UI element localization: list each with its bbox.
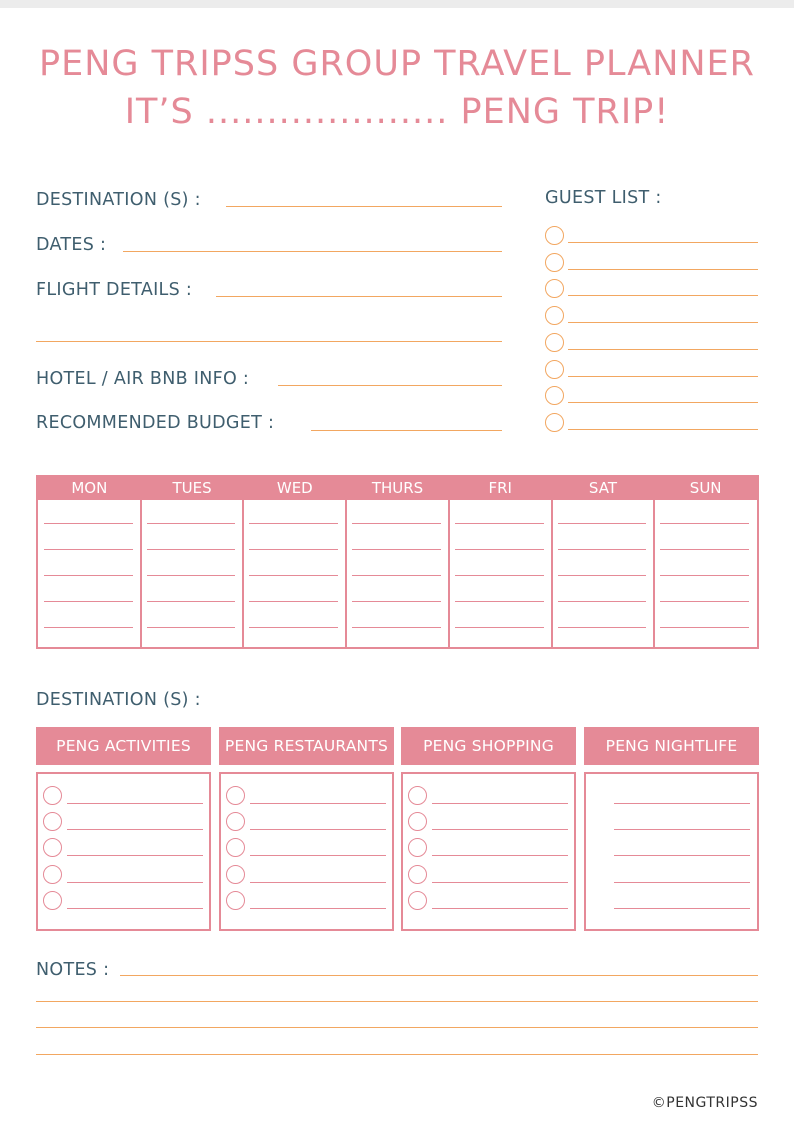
day-entry-line[interactable] bbox=[455, 575, 544, 576]
day-entry-line[interactable] bbox=[249, 523, 338, 524]
day-entry-line[interactable] bbox=[44, 549, 133, 550]
guest-name-line[interactable] bbox=[568, 242, 758, 243]
day-entry-line[interactable] bbox=[352, 601, 441, 602]
day-entry-line[interactable] bbox=[352, 575, 441, 576]
dates-label: DATES : bbox=[36, 235, 107, 255]
day-column-divider bbox=[551, 500, 553, 647]
day-entry-line[interactable] bbox=[249, 549, 338, 550]
day-entry-line[interactable] bbox=[352, 523, 441, 524]
item-line[interactable] bbox=[432, 882, 568, 883]
guest-name-line[interactable] bbox=[568, 376, 758, 377]
day-column-divider bbox=[345, 500, 347, 647]
day-entry-line[interactable] bbox=[147, 575, 236, 576]
nightlife-line[interactable] bbox=[614, 829, 750, 830]
day-entry-line[interactable] bbox=[455, 523, 544, 524]
day-column-divider bbox=[242, 500, 244, 647]
hotel-info-label: HOTEL / AIR BNB INFO : bbox=[36, 369, 250, 389]
day-column-divider bbox=[448, 500, 450, 647]
guest-name-line[interactable] bbox=[568, 269, 758, 270]
day-entry-line[interactable] bbox=[558, 549, 647, 550]
item-checkbox[interactable] bbox=[226, 891, 245, 910]
copyright: ©PENGTRIPSS bbox=[651, 1095, 758, 1111]
guest-name-line[interactable] bbox=[568, 349, 758, 350]
day-column-divider bbox=[653, 500, 655, 647]
day-mon: MON bbox=[71, 479, 108, 497]
guest-checkbox[interactable] bbox=[545, 253, 564, 272]
day-entry-line[interactable] bbox=[660, 523, 749, 524]
item-line[interactable] bbox=[67, 855, 203, 856]
notes-line[interactable] bbox=[36, 1054, 758, 1055]
day-entry-line[interactable] bbox=[147, 549, 236, 550]
item-line[interactable] bbox=[250, 908, 386, 909]
page-subtitle: IT’S .................... PENG TRIP! bbox=[124, 92, 670, 132]
guest-checkbox[interactable] bbox=[545, 226, 564, 245]
item-checkbox[interactable] bbox=[226, 865, 245, 884]
day-entry-line[interactable] bbox=[249, 627, 338, 628]
guest-checkbox[interactable] bbox=[545, 360, 564, 379]
nightlife-line[interactable] bbox=[614, 908, 750, 909]
notes-label: NOTES : bbox=[36, 960, 110, 980]
day-entry-line[interactable] bbox=[455, 601, 544, 602]
item-line[interactable] bbox=[67, 829, 203, 830]
day-entry-line[interactable] bbox=[455, 627, 544, 628]
item-checkbox[interactable] bbox=[226, 786, 245, 805]
restaurants-header: PENG RESTAURANTS bbox=[219, 727, 394, 765]
page-title: PENG TRIPSS GROUP TRAVEL PLANNER bbox=[39, 44, 755, 84]
notes-line[interactable] bbox=[36, 1027, 758, 1028]
flight-details-line[interactable] bbox=[216, 296, 502, 297]
day-entry-line[interactable] bbox=[660, 601, 749, 602]
day-column-divider bbox=[140, 500, 142, 647]
planner-page bbox=[0, 8, 794, 1129]
day-entry-line[interactable] bbox=[558, 601, 647, 602]
item-line[interactable] bbox=[432, 855, 568, 856]
item-checkbox[interactable] bbox=[43, 891, 62, 910]
day-sun: SUN bbox=[689, 479, 722, 497]
item-checkbox[interactable] bbox=[43, 865, 62, 884]
day-entry-line[interactable] bbox=[44, 627, 133, 628]
notes-line[interactable] bbox=[36, 1001, 758, 1002]
shopping-header: PENG SHOPPING bbox=[401, 727, 576, 765]
day-tues: TUES bbox=[172, 479, 212, 497]
item-line[interactable] bbox=[432, 803, 568, 804]
day-entry-line[interactable] bbox=[249, 575, 338, 576]
day-entry-line[interactable] bbox=[558, 627, 647, 628]
item-checkbox[interactable] bbox=[408, 865, 427, 884]
day-sat: SAT bbox=[588, 479, 617, 497]
nightlife-line[interactable] bbox=[614, 855, 750, 856]
day-thurs: THURS bbox=[371, 479, 424, 497]
budget-line[interactable] bbox=[311, 430, 502, 431]
guest-name-line[interactable] bbox=[568, 322, 758, 323]
notes-line[interactable] bbox=[120, 975, 758, 976]
weekly-schedule bbox=[36, 475, 759, 649]
nightlife-header: PENG NIGHTLIFE bbox=[584, 727, 759, 765]
guest-checkbox[interactable] bbox=[545, 306, 564, 325]
guest-name-line[interactable] bbox=[568, 429, 758, 430]
day-entry-line[interactable] bbox=[455, 549, 544, 550]
day-entry-line[interactable] bbox=[44, 601, 133, 602]
budget-label: RECOMMENDED BUDGET : bbox=[36, 413, 275, 433]
day-entry-line[interactable] bbox=[660, 627, 749, 628]
item-checkbox[interactable] bbox=[43, 786, 62, 805]
item-line[interactable] bbox=[250, 829, 386, 830]
hotel-info-line[interactable] bbox=[278, 385, 502, 386]
guest-checkbox[interactable] bbox=[545, 333, 564, 352]
day-entry-line[interactable] bbox=[660, 575, 749, 576]
item-checkbox[interactable] bbox=[408, 891, 427, 910]
nightlife-line[interactable] bbox=[614, 882, 750, 883]
item-line[interactable] bbox=[67, 908, 203, 909]
destination-label: DESTINATION (S) : bbox=[36, 190, 201, 210]
item-line[interactable] bbox=[432, 908, 568, 909]
day-entry-line[interactable] bbox=[147, 601, 236, 602]
guest-name-line[interactable] bbox=[568, 402, 758, 403]
day-entry-line[interactable] bbox=[147, 523, 236, 524]
dates-line[interactable] bbox=[123, 251, 502, 252]
guest-checkbox[interactable] bbox=[545, 279, 564, 298]
nightlife-line[interactable] bbox=[614, 803, 750, 804]
item-line[interactable] bbox=[250, 855, 386, 856]
activities-header: PENG ACTIVITIES bbox=[36, 727, 211, 765]
day-entry-line[interactable] bbox=[44, 575, 133, 576]
day-entry-line[interactable] bbox=[558, 575, 647, 576]
item-line[interactable] bbox=[250, 882, 386, 883]
flight-details-label: FLIGHT DETAILS : bbox=[36, 280, 193, 300]
destination-line[interactable] bbox=[226, 206, 502, 207]
weekday-header bbox=[38, 477, 757, 500]
flight-details-line-2[interactable] bbox=[36, 341, 502, 342]
guest-checkbox[interactable] bbox=[545, 386, 564, 405]
item-line[interactable] bbox=[432, 829, 568, 830]
day-fri: FRI bbox=[488, 479, 512, 497]
guest-name-line[interactable] bbox=[568, 295, 758, 296]
item-checkbox[interactable] bbox=[408, 786, 427, 805]
item-line[interactable] bbox=[250, 803, 386, 804]
day-entry-line[interactable] bbox=[44, 523, 133, 524]
day-wed: WED bbox=[276, 479, 313, 497]
day-entry-line[interactable] bbox=[558, 523, 647, 524]
day-entry-line[interactable] bbox=[147, 627, 236, 628]
day-entry-line[interactable] bbox=[352, 549, 441, 550]
day-entry-line[interactable] bbox=[352, 627, 441, 628]
destinations-label: DESTINATION (S) : bbox=[36, 690, 201, 710]
item-line[interactable] bbox=[67, 882, 203, 883]
guest-checkbox[interactable] bbox=[545, 413, 564, 432]
day-entry-line[interactable] bbox=[660, 549, 749, 550]
day-entry-line[interactable] bbox=[249, 601, 338, 602]
guest-list-label: GUEST LIST : bbox=[545, 188, 662, 208]
item-line[interactable] bbox=[67, 803, 203, 804]
